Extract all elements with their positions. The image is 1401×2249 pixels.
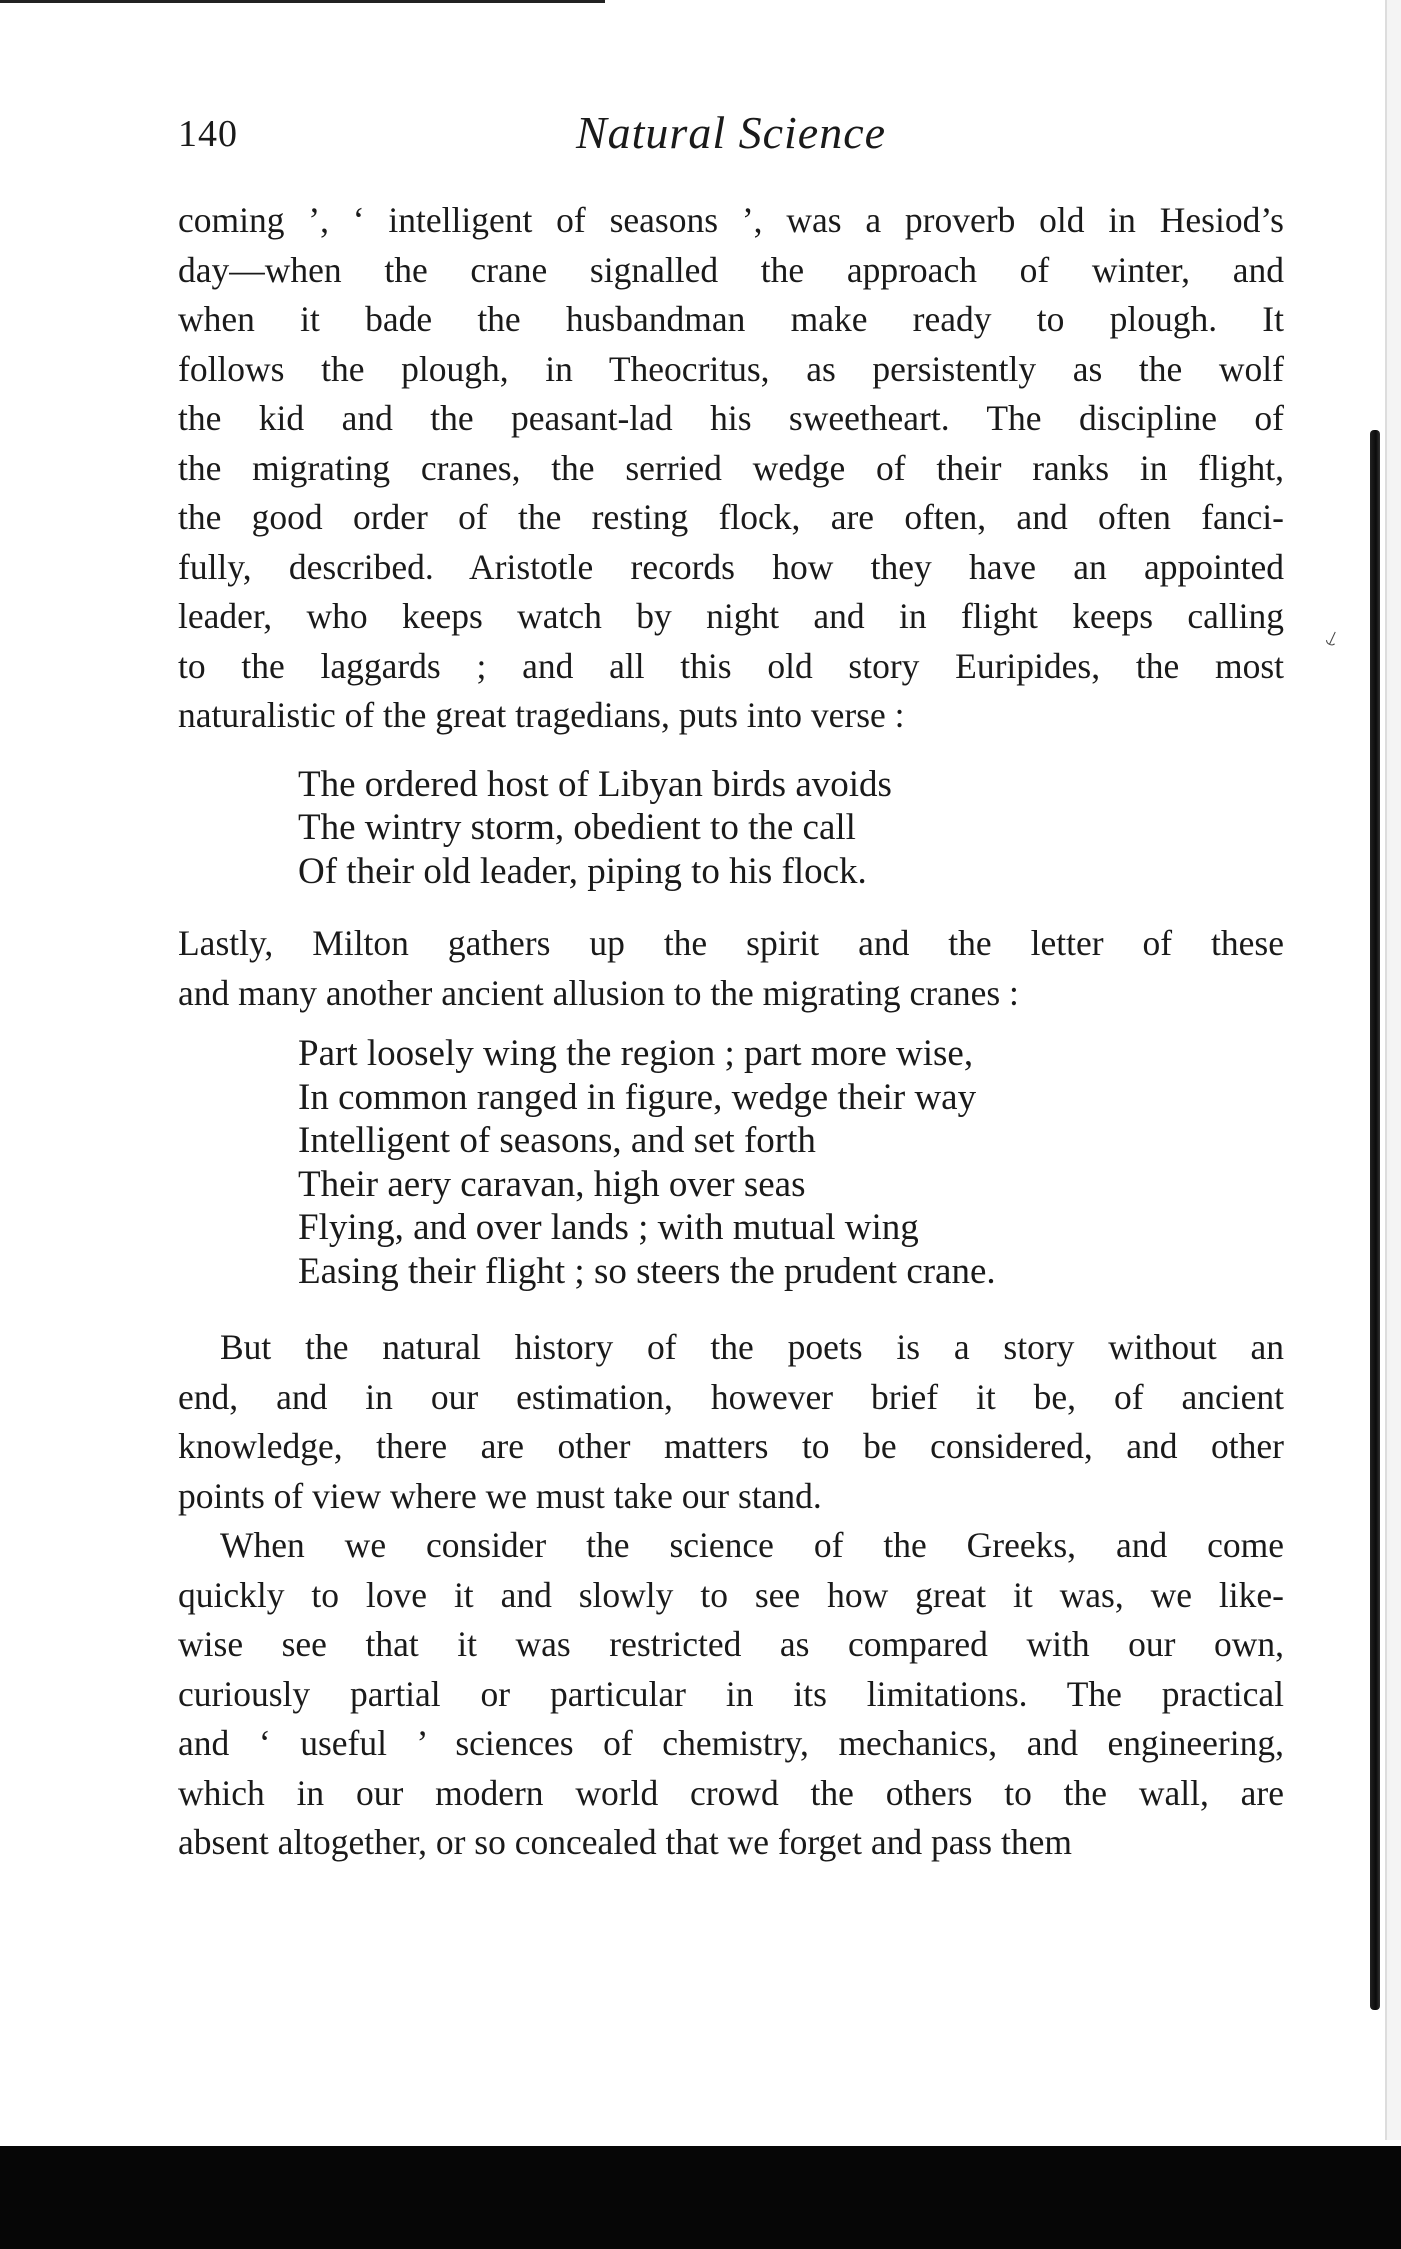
text-line: to the laggards ; and all this old story Euripides, the most [178,645,1284,686]
body-text [178,196,1284,1868]
text-line: the kid and the peasant-lad his sweetheart. The discipline of [178,398,1284,438]
paragraph-1 [178,196,1284,741]
text-line: quickly to love it and slowly to see how great it was, we like- [178,1574,1284,1615]
paragraph-4 [178,1521,1284,1868]
text-line: and many another ancient allusion to the migrating cranes : [178,972,1019,1013]
text-line: the migrating cranes, the serried wedge of their ranks in flight, [178,447,1284,488]
verse-line: Flying, and over lands ; with mutual wing [298,1207,919,1248]
text-line: But the natural history of the poets is a story without an [220,1327,1284,1367]
text-line: and ‘ useful ’ sciences of chemistry, mechanics, and engineering, [178,1723,1284,1763]
verse-line: The ordered host of Libyan birds avoids [298,763,892,805]
verse-line: The wintry storm, obedient to the call [298,807,856,848]
text-line: which in our modern world crowd the others to the wall, are [178,1772,1284,1813]
binding-shadow [1370,430,1380,2010]
text-line: When we consider the science of the Greeks, and come [220,1525,1284,1565]
top-edge-rule [0,0,605,3]
verse-line: Intelligent of seasons, and set forth [298,1120,816,1161]
paragraph-2 [178,919,1284,1018]
text-line: points of view where we must take our stand. [178,1475,822,1516]
text-line: Lastly, Milton gathers up the spirit and the letter of these [178,923,1284,963]
verse-line: Of their old leader, piping to his flock. [298,850,867,892]
text-line: absent altogether, or so concealed that we forget and pass them [178,1822,1072,1862]
text-line: leader, who keeps watch by night and in flight keeps calling [178,596,1284,636]
running-head [178,106,1284,166]
paragraph-3 [178,1323,1284,1521]
text-line: fully, described. Aristotle records how they have an appointed [178,546,1284,587]
page-edge [1385,0,1401,2140]
text-line: naturalistic of the great tragedians, puts into verse : [178,695,905,735]
text-line: curiously partial or particular in its limitations. The practical [178,1673,1284,1714]
verse-line: In common ranged in figure, wedge their way [298,1076,977,1118]
running-title: Natural Science [575,107,887,158]
verse-line: Part loosely wing the region ; part more wise, [298,1033,974,1074]
verse-line: Easing their flight ; so steers the prudent crane. [298,1250,996,1292]
margin-mark: ⸔ [1318,624,1345,656]
verse-quotation-2 [178,1032,1284,1293]
page-number: 140 [178,113,238,155]
text-line: coming ’, ‘ intelligent of seasons ’, was a proverb old in Hesiod’s [178,200,1284,240]
text-line: knowledge, there are other matters to be considered, and other [178,1426,1284,1466]
text-line: when it bade the husbandman make ready to plough. It [178,299,1284,339]
text-line: the good order of the resting flock, are often, and often fanci- [178,497,1284,537]
verse-quotation-1 [178,763,1284,894]
text-line: end, and in our estimation, however brief it be, of ancient [178,1376,1284,1417]
verse-line: Their aery caravan, high over seas [298,1163,806,1205]
text-line: follows the plough, in Theocritus, as persistently as the wolf [178,348,1284,389]
text-line: day—when the crane signalled the approach of winter, and [178,249,1284,290]
text-line: wise see that it was restricted as compared with our own, [178,1624,1284,1664]
scan-bottom-edge [0,2146,1401,2249]
